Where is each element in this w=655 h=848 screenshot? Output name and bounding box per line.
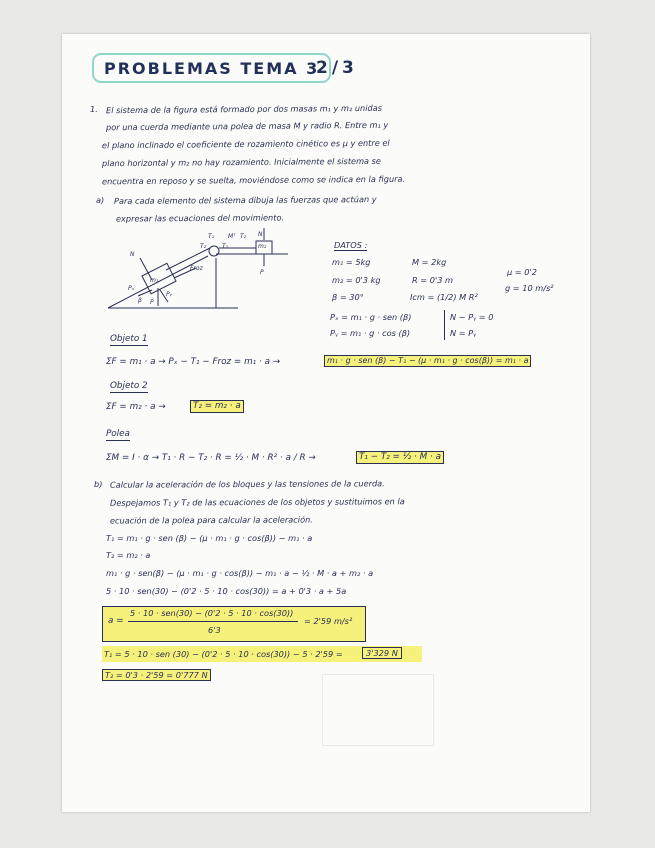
- polea-result-box: T₁ − T₂ = ½ · M · a: [356, 451, 444, 464]
- part-a-label: a): [96, 195, 105, 205]
- fraction-bar: [128, 621, 298, 622]
- fig-label-n2: N: [258, 231, 263, 238]
- objeto1-equation: ΣF = m₁ · a → Pₓ − T₁ − Froz = m₁ · a →: [106, 357, 281, 367]
- statement-line-4: plano horizontal y m₂ no hay rozamiento. Inicialmente el sistema se: [101, 155, 381, 169]
- t2-result-box: T₂ = 0'3 · 2'59 = 0'777 N: [102, 669, 211, 681]
- bleed-through-box: [322, 674, 434, 746]
- step-numeric: 5 · 10 · sen(30) − (0'2 · 5 · 10 · cos(30)) = a + 0'3 · a + 5a: [106, 586, 347, 596]
- t1-result-box: 3'329 N: [362, 647, 402, 659]
- objeto1-result-box: m₁ · g · sen (β) − T₁ − (μ · m₁ · g · cos(β)) = m₁ · a: [324, 355, 531, 367]
- statement-line-1: El sistema de la figura está formado por dos masas m₁ y m₂ unidas: [105, 102, 383, 116]
- datos-mu: μ = 0'2: [507, 267, 537, 277]
- fig-label-t1: T₁: [208, 233, 215, 240]
- datos-heading: DATOS :: [334, 240, 368, 250]
- datos-n-eq2: N = Pᵧ: [450, 328, 477, 338]
- problem-number: 1.: [90, 104, 98, 114]
- fig-label-m2: m₂: [258, 243, 267, 250]
- part-a-line-1: Para cada elemento del sistema dibuja las fuerzas que actúan y: [113, 194, 377, 206]
- part-b-label: b): [94, 479, 103, 489]
- datos-R: R = 0'3 m: [412, 275, 454, 285]
- fig-label-p: P: [260, 269, 264, 276]
- fig-label-froz: Froz: [190, 265, 203, 272]
- objeto2-equation: ΣF = m₂ · a →: [106, 402, 166, 412]
- step-substitution: m₁ · g · sen(β) − (μ · m₁ · g · cos(β)) − m₁ · a − ½ · M · a + m₂ · a: [106, 568, 374, 578]
- fig-label-px: Pₓ: [128, 285, 135, 292]
- polea-heading: Polea: [106, 429, 130, 439]
- datos-icm: Icm = (1/2) M R²: [410, 292, 478, 302]
- page-title: PROBLEMAS TEMA 3: [104, 59, 320, 78]
- statement-line-2: por una cuerda mediante una polea de masa M y radio R. Entre m₁ y: [105, 119, 389, 133]
- t1-equation: T₁ = 5 · 10 · sen (30) − (0'2 · 5 · 10 · cos(30)) − 5 · 2'59 =: [104, 649, 343, 659]
- fig-label-n: N: [130, 251, 135, 258]
- fig-label-p1: P: [150, 299, 154, 306]
- part-a-line-2: expresar las ecuaciones del movimiento.: [115, 212, 285, 224]
- fig-label-t2b: T₂: [240, 233, 247, 240]
- title-frame: [92, 53, 331, 83]
- statement-line-3: el plano inclinado el coeficiente de rozamiento cinético es μ y entre el: [101, 137, 390, 151]
- bleed-through-text: [502, 179, 505, 188]
- page-number: 2/3: [316, 58, 358, 78]
- fig-label-beta: β: [138, 297, 142, 304]
- acceleration-result: = 2'59 m/s²: [304, 616, 353, 626]
- fig-label-m1: m₁: [150, 277, 159, 284]
- datos-M: M = 2kg: [412, 257, 447, 267]
- part-b-line-3: ecuación de la polea para calcular la aceleración.: [109, 514, 313, 526]
- datos-n-eq1: N − Pᵧ = 0: [450, 312, 494, 322]
- fig-label-py: Pᵧ: [166, 291, 172, 298]
- objeto2-result-box: T₂ = m₂ · a: [190, 400, 244, 413]
- pulley-circle: [209, 246, 219, 256]
- datos-divider: [444, 310, 445, 340]
- notebook-page: [62, 34, 590, 812]
- datos-px: Pₓ = m₁ · g · sen (β): [330, 312, 412, 322]
- objeto1-heading: Objeto 1: [110, 334, 148, 344]
- part-b-line-2: Despejamos T₁ y T₂ de las ecuaciones de los objetos y sustituimos en la: [109, 496, 405, 508]
- acceleration-label: a =: [108, 616, 124, 626]
- datos-m2: m₂ = 0'3 kg: [332, 275, 381, 285]
- step-t1: T₁ = m₁ · g · sen (β) − (μ · m₁ · g · cos(β)) − m₁ · a: [106, 533, 313, 543]
- datos-m1: m₁ = 5kg: [332, 257, 371, 267]
- fig-label-t2: T₂: [200, 243, 207, 250]
- part-b-line-1: Calcular la aceleración de los bloques y las tensiones de la cuerda.: [109, 478, 385, 490]
- datos-beta: β = 30°: [332, 292, 364, 302]
- step-t2: T₂ = m₂ · a: [106, 550, 151, 560]
- datos-py: Pᵧ = m₁ · g · cos (β): [330, 328, 411, 338]
- acceleration-denominator: 6'3: [208, 625, 221, 635]
- datos-g: g = 10 m/s²: [505, 283, 554, 293]
- fig-label-t1b: T₁: [222, 243, 229, 250]
- statement-line-5: encuentra en reposo y se suelta, moviéndose como se indica en la figura.: [101, 173, 406, 187]
- acceleration-numerator: 5 · 10 · sen(30) − (0'2 · 5 · 10 · cos(30)): [130, 608, 294, 618]
- polea-equation: ΣM = I · α → T₁ · R − T₂ · R = ½ · M · R² · a / R →: [106, 453, 316, 463]
- fig-label-mt: Mᵀ: [228, 233, 236, 240]
- objeto2-heading: Objeto 2: [110, 381, 148, 391]
